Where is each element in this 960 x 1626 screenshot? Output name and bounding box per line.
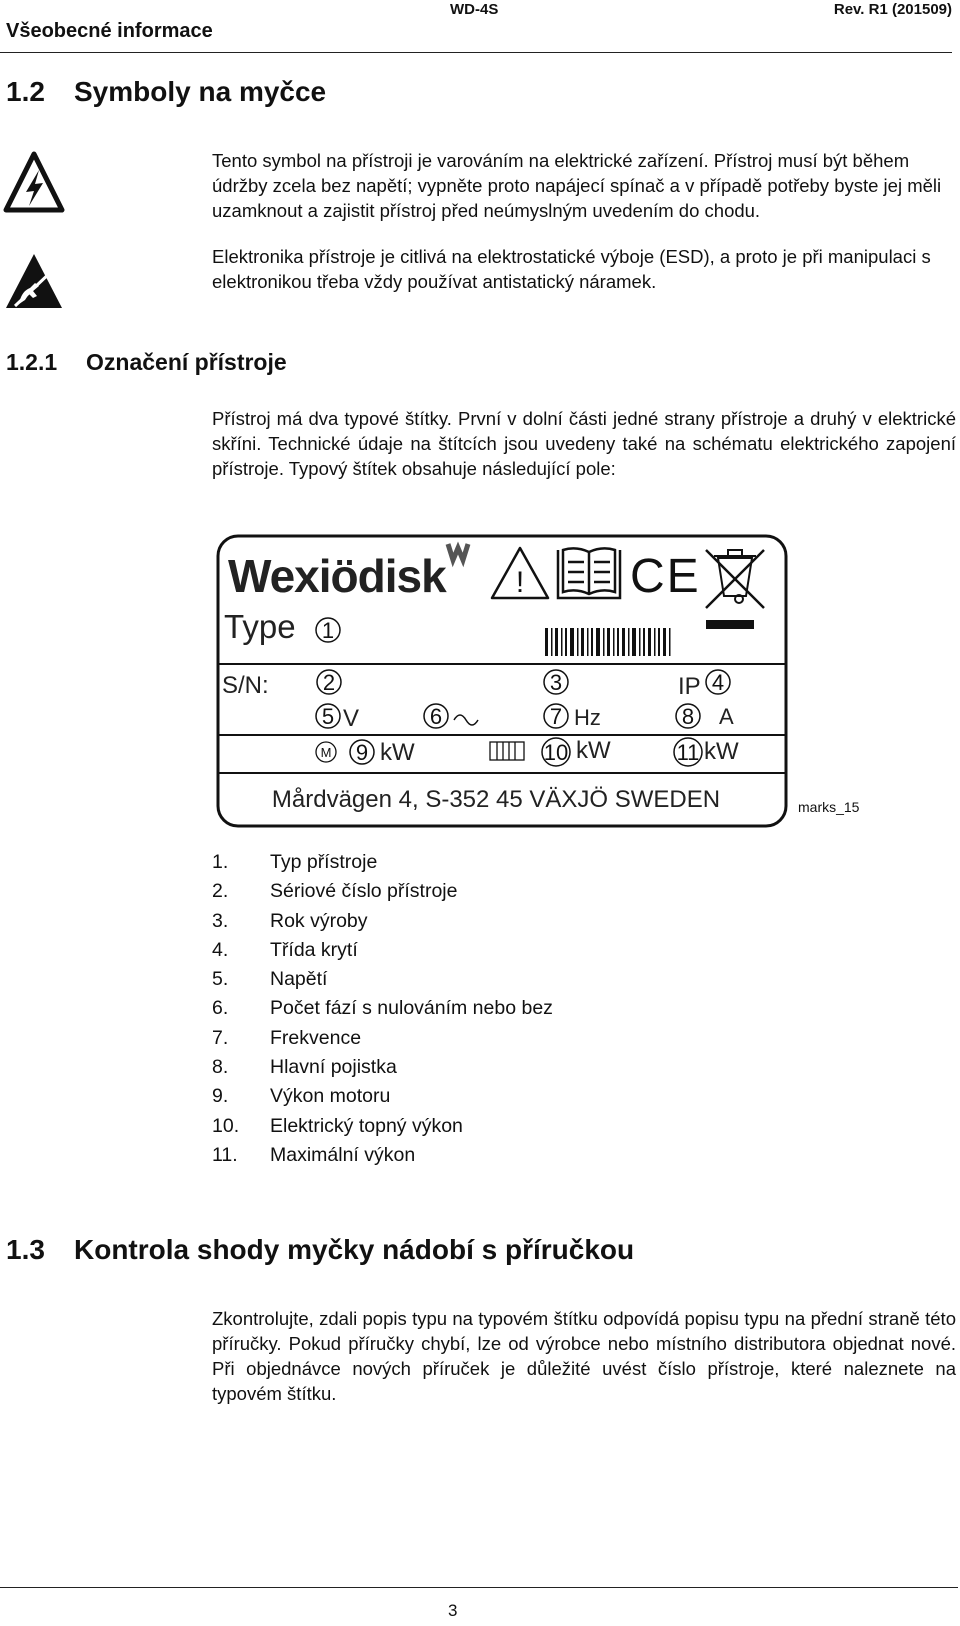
type-plate-intro: Přístroj má dva typové štítky. První v dolní části jedné strany přístroje a druhý v elektrické skříni. Technické údaje na štítcích jsou uvedeny také na schématu elektrického zapojení přístroje. Typový štítek obsahuje následující pole:: [212, 408, 956, 479]
plate-brand: Wexiödisk: [228, 550, 446, 602]
list-item: 11. Maximální výkon: [212, 1143, 416, 1166]
header-section-title: Všeobecné informace: [6, 20, 213, 42]
plate-field-8: 8: [681, 704, 695, 729]
footer-divider: [0, 1587, 958, 1588]
list-item: 5. Napětí: [212, 968, 328, 991]
type-plate-field-list: [212, 851, 553, 1173]
list-item: 1. Typ přístroje: [212, 851, 378, 873]
list-item: 9. Výkon motoru: [212, 1085, 391, 1108]
figure-caption: marks_15: [798, 799, 860, 815]
section-number: 1.3: [6, 1234, 45, 1265]
list-item: 10. Elektrický topný výkon: [212, 1114, 463, 1137]
plate-field-6: 6: [429, 704, 443, 729]
section-number: 1.2: [6, 76, 45, 107]
list-item: 6. Počet fází s nulováním nebo bez: [212, 997, 553, 1020]
plate-volt-unit: V: [343, 705, 360, 732]
plate-sn-label: S/N:: [222, 672, 269, 699]
section-number: 1.2.1: [6, 349, 58, 375]
list-item: 7. Frekvence: [212, 1026, 362, 1049]
section-heading-1-2-1: [6, 349, 287, 376]
plate-ip-label: IP: [678, 673, 701, 700]
header-revision: Rev. R1 (201509): [833, 1, 952, 18]
list-item: 8. Hlavní pojistka: [212, 1056, 397, 1079]
list-item: 3. Rok výroby: [212, 909, 368, 932]
plate-address: Mårdvägen 4, S-352 45 VÄXJÖ SWEDEN: [271, 786, 721, 813]
section-heading-1-3: [6, 1234, 634, 1266]
ce-mark-icon: CE: [630, 550, 701, 603]
plate-field-10: 10: [543, 740, 569, 765]
plate-field-3: 3: [549, 670, 563, 695]
esd-warning-icon: [3, 250, 65, 312]
plate-kw-unit-motor: kW: [380, 739, 415, 766]
warning-symbol-description: Tento symbol na přístroji je varováním na elektrické zařízení. Přístroj musí být během údržby zcela bez napětí; vypněte proto napájecí spínač a v případě potřeby byste jej měli uzamknout a zajistit přístroj před neúmyslným uvedením do chodu.: [212, 150, 942, 221]
header-divider: [0, 52, 952, 53]
plate-field-7: 7: [549, 704, 563, 729]
plate-field-9: 9: [355, 740, 369, 765]
plate-kw-unit-max: kW: [704, 738, 739, 765]
list-item: 4. Třída krytí: [212, 938, 358, 961]
section-title: Kontrola shody myčky nádobí s příručkou: [74, 1234, 635, 1265]
plate-amp-unit: A: [719, 704, 734, 729]
plate-type-label: Type: [224, 608, 296, 645]
section-title: Symboly na myčce: [74, 76, 327, 107]
plate-field-4: 4: [711, 670, 725, 695]
page-number: 3: [448, 1601, 458, 1620]
type-plate-diagram: [210, 530, 890, 850]
plate-field-2: 2: [322, 670, 336, 695]
plate-field-5: 5: [321, 704, 335, 729]
manual-check-description: Zkontrolujte, zdali popis typu na typovém štítku odpovídá popisu typu na přední straně této příručky. Pokud příručky chybí, lze od výrobce nebo místního distributora objednat nové. Při objednávce nových příruček je důležité uvést číslo přístroje, které naleznete na typovém štítku.: [212, 1308, 956, 1404]
plate-motor-symbol: M: [320, 745, 332, 760]
section-heading-1-2: [6, 76, 326, 108]
plate-field-1: 1: [321, 618, 335, 643]
plate-hz-unit: Hz: [574, 705, 601, 730]
plate-black-bar: [706, 620, 754, 629]
caution-mark: !: [515, 566, 525, 599]
section-title: Označení přístroje: [86, 349, 287, 375]
list-item: 2. Sériové číslo přístroje: [212, 880, 458, 903]
header-model: WD-4S: [450, 1, 499, 18]
electrical-hazard-icon: [3, 150, 65, 214]
plate-field-11: 11: [676, 740, 700, 765]
esd-symbol-description: Elektronika přístroje je citlivá na elektrostatické výboje (ESD), a proto je při manipulaci s elektronikou třeba vždy používat antistatický náramek.: [212, 246, 931, 292]
plate-kw-unit-heating: kW: [576, 737, 611, 764]
